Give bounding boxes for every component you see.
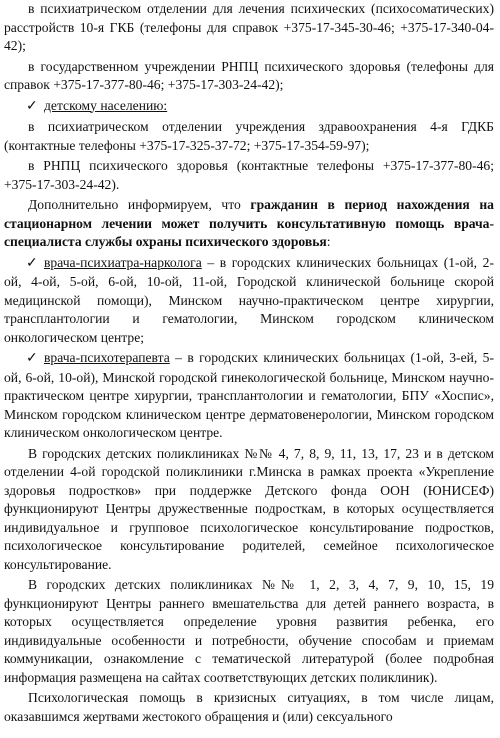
paragraph-early-intervention: В городских детских поликлиниках №№ 1, 2, 3, 4, 7, 9, 10, 15, 19 функционируют Центры раннего вмешательства для детей раннего возраста, в которых осуществляется определение уровня развития ребенка, его индивидуальные особенности и потребности, обучение способам и приемам коммуникации, ознакомление с тематической литературой (более подробная информация размещена на сайтах соответствующих детских поликлиник). [4, 577, 494, 685]
children-section-header [4, 97, 494, 117]
checkmark-icon: ✓ [26, 255, 38, 271]
paragraph-10-gkb: в психиатрическом отделении для лечения психических (психосоматических) расстройств 10-я ГКБ (телефоны для справок +375-17-345-30-46; +375-17-340-04-42); [4, 1, 494, 53]
checkmark-icon: ✓ [26, 351, 38, 366]
paragraph-rnpc-adult: в государственном учреждении РНПЦ психического здоровья (телефоны для справок +375-17-377-80-46; +375-17-303-24-42); [4, 58, 494, 92]
children-label: детскому населению: [44, 97, 168, 113]
additional-info-start: Дополнительно информируем, что [28, 197, 251, 212]
paragraph-rnpc-children: в РНПЦ психического здоровья (контактные телефоны +375-17-377-80-46; +375-17-303-24-42). [4, 158, 494, 192]
narcologist-label: врача-психиатра-нарколога [44, 254, 202, 270]
paragraph-narcologist [4, 254, 494, 348]
checkmark-icon: ✓ [26, 98, 38, 114]
narcologist-text: – в городских клинических больницах (1-ой, 2-ой, 4-ой, 5-ой, 6-ой, 10-ой, 11-ой, Городской клинической больнице скорой медицинской помощи), Минском научно-практическом центре хирургии, трансплантологии и гематологии, Минском городском клиническом онкологическом центре; [4, 254, 494, 345]
additional-info-bold: гражданин в период нахождения на стационарном лечении может получить консультативную помощь врача-специалиста службы охраны психического здоровья [4, 197, 494, 249]
paragraph-additional-info [4, 196, 494, 252]
psychotherapist-label: врача-психотерапевта [44, 350, 170, 365]
paragraph-psychotherapist [4, 349, 494, 443]
additional-info-end: : [326, 234, 331, 249]
paragraph-crisis-help: Психологическая помощь в кризисных ситуациях, в том числе лицам, оказавшимся жертвами жестокого обращения и (или) сексуального [4, 690, 494, 724]
paragraph-adolescent-centers: В городских детских поликлиниках №№ 4, 7, 8, 9, 11, 13, 17, 23 и в детском отделении 4-ой городской поликлиники г.Минска в рамках проекта «Укрепление здоровья подростков» при поддержке Детского фонда ООН (ЮНИСЕФ) функционируют Центры дружественные подросткам, в которых осуществляется индивидуальное и групповое психологическое консультирование подростков, психологическое консультирование родителей, семейное психологическое консультирование. [4, 445, 494, 572]
psychotherapist-text: – в городских клинических больницах (1-ой, 3-ей, 5-ой, 6-ой, 10-ой), Минской городской гинекологической больнице, Минском научно-практическом центре хирургии, трансплантологии и гематологии, БПУ «Хоспис», Минском городском клиническом центре дерматовенерологии, Минском городском клиническом онкологическом центре. [4, 350, 494, 440]
paragraph-4-gdkb: в психиатрическом отделении учреждения здравоохранения 4-я ГДКБ (контактные телефоны +375-17-325-37-72; +375-17-354-59-97); [4, 119, 494, 153]
